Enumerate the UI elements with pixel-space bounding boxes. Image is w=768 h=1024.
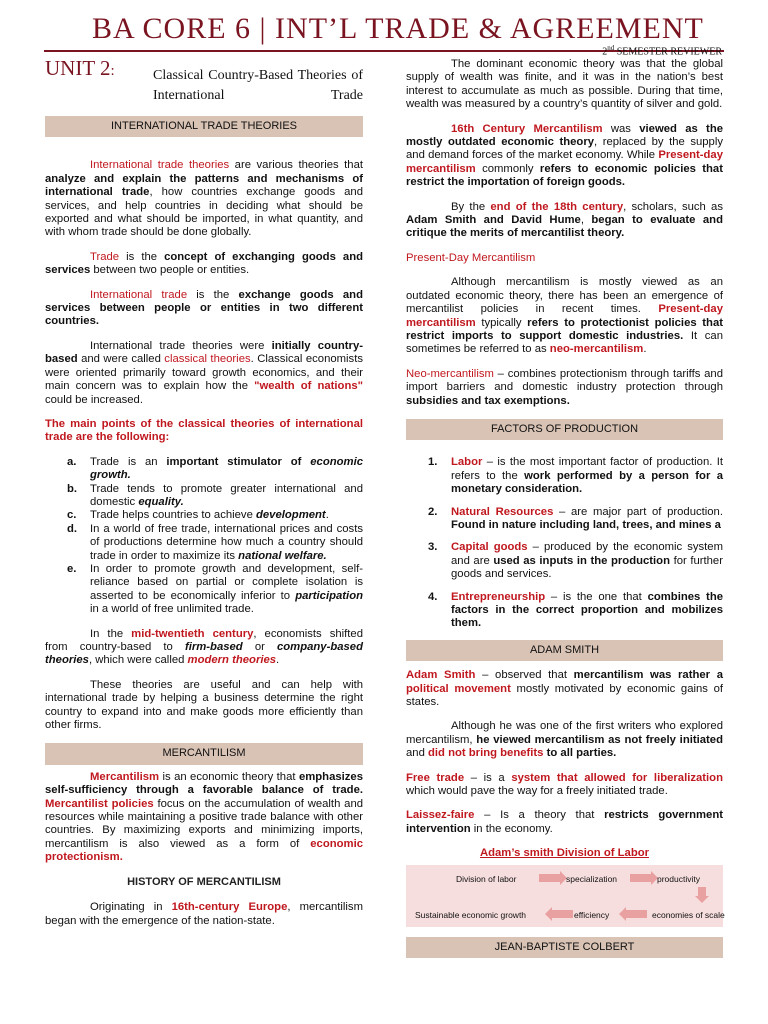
document-title: BA CORE 6 | INT’L TRADE & AGREEMENT	[92, 12, 704, 45]
unit-heading	[45, 58, 363, 118]
semester-number: 2	[602, 46, 608, 58]
list-item: b. Trade tends to promote greater international and domestic equality.	[67, 482, 363, 508]
history-of-mercantilism-heading: HISTORY OF MERCANTILISM	[127, 875, 281, 888]
paragraph-international-trade: International trade is the exchange goods and services between people or entities in two different countries.	[45, 288, 363, 328]
paragraph-trade-theories: International trade theories are various theories that analyze and explain the patterns and mechanisms of international trade, how countries exchange goods and services, and help countries in deciding what should be exported and what should be imported, in what quantity, and with whom trade should be done globally.	[45, 159, 363, 239]
list-item: d. In a world of free trade, international prices and costs of productions determine how much a country should trade in order to maximize its national welfare.	[67, 522, 363, 562]
paragraph-dominant-theory: The dominant economic theory was that the global supply of wealth was finite, and it was in the nation’s best interest to accumulate as much as possible. During that time, wealth was measured by a country’s quantity of silver and gold.	[406, 58, 723, 111]
semester-text: SEMESTER REVIEWER	[616, 46, 722, 58]
list-item: 3. Capital goods – produced by the economic system and are used as inputs in the production for further goods and services.	[428, 541, 724, 581]
section-band-adam-smith: ADAM SMITH	[406, 640, 723, 661]
left-arrow-icon	[551, 910, 573, 918]
paragraph-modern-theories: In the mid-twentieth century, economists shifted from country-based to firm-based or company-based theories, which were called modern theories.	[45, 627, 363, 667]
paragraph-laissez-faire: Laissez-faire – Is a theory that restricts government intervention in the economy.	[406, 809, 723, 835]
list-item: 4. Entrepreneurship – is the one that combines the factors in the correct proportion and mobilizes them.	[428, 590, 723, 630]
diagram-node-specialization: specialization	[566, 873, 618, 884]
paragraph-present-day: Although mercantilism is mostly viewed as an outdated economic theory, there has been an emergence of mercantilist policies in recent times. Present-day mercantilism typically refers to protectionist policies that restrict imports to support domestic industries. It can sometimes be referred to as neo-mercantilism.	[406, 276, 723, 356]
semester-suffix: nd	[607, 44, 615, 52]
factors-list	[406, 456, 723, 630]
section-band-factors-of-production: FACTORS OF PRODUCTION	[406, 419, 723, 440]
list-item: 1. Labor – is the most important factor of production. It refers to the work performed by a person for a monetary consideration.	[428, 456, 724, 496]
list-item: a. Trade is an important stimulator of economic growth.	[67, 455, 363, 482]
paragraph-16th-century: 16th Century Mercantilism was viewed as the mostly outdated economic theory, replaced by the supply and demand forces of the market economy. While Present-day mercantilism commonly refers to economic policies that restrict the importation of foreign goods.	[406, 122, 724, 189]
paragraph-theories-useful: These theories are useful and can help with international trade by helping a business determine the right country to expand into and make goods more efficiently than other firms.	[45, 678, 363, 732]
paragraph-18th-century: By the end of the 18th century, scholars, such as Adam Smith and David Hume, began to evaluate and critique the merits of mercantilist theory.	[406, 200, 723, 240]
diagram-node-sustainable-growth: Sustainable economic growth	[415, 909, 527, 920]
division-of-labor-diagram	[406, 865, 723, 927]
unit-title: Classical Country-Based Theories of International Trade	[153, 68, 363, 103]
paragraph-mercantilism: Mercantilism is an economic theory that emphasizes self-sufficiency through a favorable balance of trade. Mercantilist policies focus on the accumulation of wealth and resources while maintaining a positive trade balance with other countries. By maximizing exports and minimizing imports, mercantilism is also viewed as a form of economic protectionism.	[45, 770, 364, 864]
list-item: e. In order to promote growth and development, self-reliance based on partial or complete isolation is asserted to be economically inferior to participation in a world of free unlimited trade.	[67, 562, 363, 616]
list-item: c. Trade helps countries to achieve development.	[67, 509, 329, 522]
main-points-list	[45, 456, 363, 617]
right-arrow-icon	[630, 874, 652, 882]
paragraph-neo-mercantilism: Neo-mercantilism – combines protectionism through tariffs and import barriers and domestic industry protection through subsidies and tax exemptions.	[406, 367, 723, 407]
paragraph-explored-mercantilism: Although he was one of the first writers who explored mercantilism, he viewed mercantilism as not freely initiated and did not bring benefits to all parties.	[406, 720, 723, 760]
paragraph-classical-theories: International trade theories were initially country-based and were called classical theories. Classical economists were oriented primarily toward growth economics, and their main concern was to explain how the "wealth of nations" could be increased.	[45, 339, 363, 406]
unit-label: UNIT 2:	[45, 58, 115, 80]
diagram-node-productivity: productivity	[657, 873, 700, 884]
present-day-mercantilism-heading: Present-Day Mercantilism	[406, 251, 536, 264]
paragraph-adam-smith: Adam Smith – observed that mercantilism was rather a political movement mostly motivated by economic gains of states.	[406, 669, 723, 709]
paragraph-free-trade: Free trade – is a system that allowed for liberalization which would pave the way for a freely initiated trade.	[406, 771, 723, 798]
left-column	[45, 58, 363, 939]
right-column	[406, 58, 723, 958]
section-band-jean-baptiste-colbert: JEAN-BAPTISTE COLBERT	[406, 937, 723, 958]
paragraph-trade: Trade is the concept of exchanging goods and services between two people or entities.	[45, 250, 363, 277]
semester-label	[602, 44, 722, 57]
division-of-labor-diagram-title: Adam’s smith Division of Labor	[479, 847, 650, 860]
diagram-node-division-of-labor: Division of labor	[456, 873, 517, 884]
section-band-international-trade-theories: INTERNATIONAL TRADE THEORIES	[45, 116, 363, 137]
diagram-node-economies-of-scale: economies of scale	[652, 909, 725, 920]
diagram-node-efficiency: efficiency	[574, 909, 610, 920]
section-band-mercantilism: MERCANTILISM	[45, 743, 363, 764]
right-arrow-icon	[539, 874, 561, 882]
main-points-heading: The main points of the classical theories of international trade are the following:	[45, 417, 363, 444]
paragraph-origin: Originating in 16th-century Europe, mercantilism began with the emergence of the nation-state.	[45, 901, 363, 927]
left-arrow-icon	[625, 910, 647, 918]
down-arrow-icon	[698, 887, 706, 897]
list-item: 2. Natural Resources – are major part of production. Found in nature including land, trees, and mines a	[428, 505, 723, 531]
